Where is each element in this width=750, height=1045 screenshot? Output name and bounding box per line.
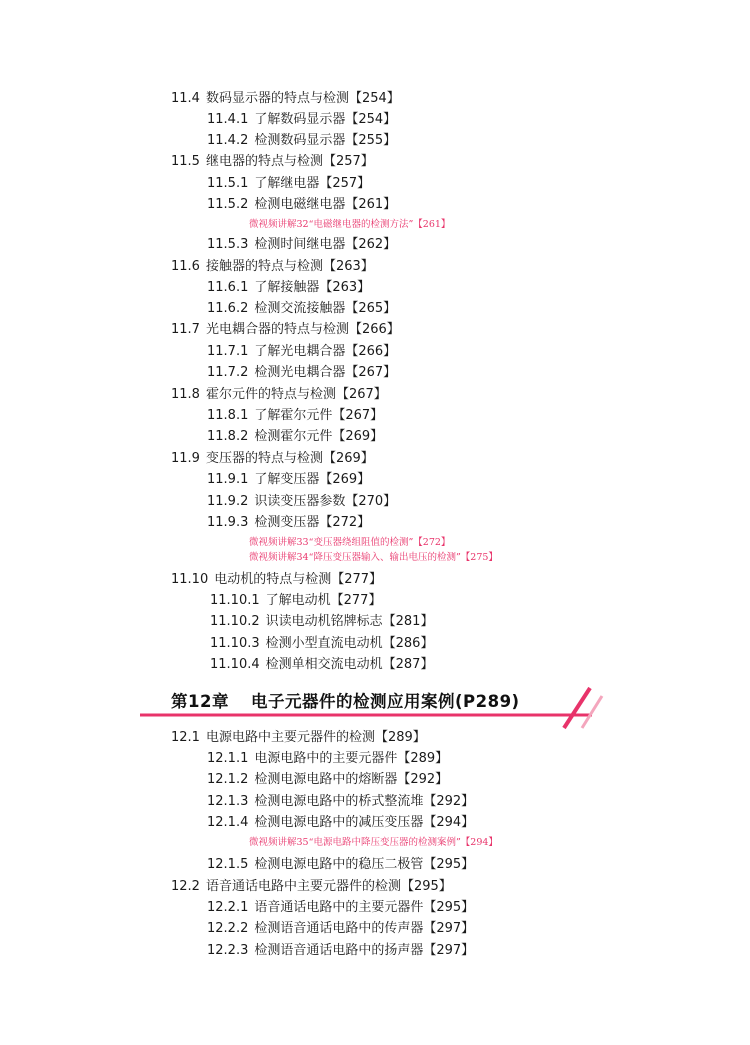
toc-title: 检测语音通话电路中的传声器【297】 xyxy=(254,921,475,936)
toc-title: 检测电源电路中的稳压二极管【295】 xyxy=(254,857,475,872)
toc-entry[interactable] xyxy=(171,730,426,746)
toc-number: 11.5.1 xyxy=(207,176,249,191)
toc-number: 11.5.2 xyxy=(207,197,249,212)
toc-number: 12.1.4 xyxy=(207,815,249,830)
toc-number: 11.4.1 xyxy=(207,112,249,127)
toc-number: 11.6.2 xyxy=(207,301,249,316)
video-link[interactable]: 微视频讲解32“电磁继电器的检测方法”【261】 xyxy=(249,219,451,230)
toc-number: 11.4.2 xyxy=(207,133,249,148)
toc-entry[interactable] xyxy=(171,91,400,107)
toc-entry[interactable] xyxy=(207,794,474,810)
toc-entry[interactable] xyxy=(171,154,374,170)
toc-title: 了解光电耦合器【266】 xyxy=(254,344,397,359)
toc-entry[interactable] xyxy=(207,857,474,873)
toc-title: 语音通话电路中的主要元器件【295】 xyxy=(254,900,475,915)
toc-number: 11.6 xyxy=(171,259,200,274)
toc-number: 12.1.1 xyxy=(207,751,249,766)
toc-title: 检测语音通话电路中的扬声器【297】 xyxy=(254,943,475,958)
toc-number: 11.9 xyxy=(171,451,200,466)
toc-number: 11.8.2 xyxy=(207,429,249,444)
toc-title: 数码显示器的特点与检测【254】 xyxy=(205,91,400,106)
toc-title: 了解数码显示器【254】 xyxy=(254,112,397,127)
toc-number: 12.2 xyxy=(171,879,200,894)
toc-number: 11.10 xyxy=(171,572,209,587)
toc-entry[interactable] xyxy=(207,921,474,937)
video-link[interactable]: 微视频讲解33“变压器绕组阻值的检测”【272】 xyxy=(249,537,451,548)
toc-number: 11.9.1 xyxy=(207,472,249,487)
chapter-label: 第12章 xyxy=(171,692,229,711)
video-link[interactable]: 微视频讲解34“降压变压器输入、输出电压的检测”【275】 xyxy=(249,552,498,563)
toc-title: 检测单相交流电动机【287】 xyxy=(265,657,434,672)
toc-entry[interactable] xyxy=(207,472,370,488)
toc-number: 12.1.5 xyxy=(207,857,249,872)
toc-title: 了解继电器【257】 xyxy=(254,176,371,191)
toc-entry[interactable] xyxy=(207,900,474,916)
toc-title: 检测光电耦合器【267】 xyxy=(254,365,397,380)
toc-number: 11.10.3 xyxy=(210,636,260,651)
chapter-heading[interactable] xyxy=(171,688,520,712)
toc-title: 识读电动机铭牌标志【281】 xyxy=(265,614,434,629)
toc-title: 光电耦合器的特点与检测【266】 xyxy=(205,322,400,337)
toc-entry[interactable] xyxy=(171,572,382,588)
chapter-slash-light-mark xyxy=(582,696,602,728)
toc-entry[interactable] xyxy=(207,365,396,381)
toc-entry[interactable] xyxy=(210,614,433,630)
toc-title: 检测电源电路中的减压变压器【294】 xyxy=(254,815,475,830)
toc-title: 检测电源电路中的熔断器【292】 xyxy=(254,772,449,787)
toc-number: 12.1 xyxy=(171,730,200,745)
toc-number: 12.2.1 xyxy=(207,900,249,915)
toc-entry[interactable] xyxy=(207,943,474,959)
toc-title: 霍尔元件的特点与检测【267】 xyxy=(205,387,387,402)
video-link[interactable]: 微视频讲解35“电源电路中降压变压器的检测案例”【294】 xyxy=(249,837,498,848)
toc-title: 检测霍尔元件【269】 xyxy=(254,429,384,444)
toc-entry[interactable] xyxy=(207,133,396,149)
toc-entry[interactable] xyxy=(207,429,383,445)
toc-number: 11.9.2 xyxy=(207,494,249,509)
toc-number: 12.1.3 xyxy=(207,794,249,809)
toc-title: 电源电路中的主要元器件【289】 xyxy=(254,751,449,766)
toc-title: 电动机的特点与检测【277】 xyxy=(214,572,383,587)
toc-entry[interactable] xyxy=(207,815,474,831)
toc-title: 了解变压器【269】 xyxy=(254,472,371,487)
toc-title: 了解电动机【277】 xyxy=(265,593,382,608)
toc-entry[interactable] xyxy=(207,197,396,213)
toc-title: 检测变压器【272】 xyxy=(254,515,371,530)
toc-number: 11.7.1 xyxy=(207,344,249,359)
toc-title: 了解霍尔元件【267】 xyxy=(254,408,384,423)
toc-title: 检测交流接触器【265】 xyxy=(254,301,397,316)
toc-entry[interactable] xyxy=(171,879,452,895)
toc-title: 检测电磁继电器【261】 xyxy=(254,197,397,212)
toc-entry[interactable] xyxy=(207,408,383,424)
toc-entry[interactable] xyxy=(171,451,374,467)
toc-entry[interactable] xyxy=(210,593,381,609)
toc-number: 11.9.3 xyxy=(207,515,249,530)
toc-title: 检测电源电路中的桥式整流堆【292】 xyxy=(254,794,475,809)
toc-number: 11.10.4 xyxy=(210,657,260,672)
toc-title: 接触器的特点与检测【263】 xyxy=(205,259,374,274)
toc-title: 检测数码显示器【255】 xyxy=(254,133,397,148)
toc-entry[interactable] xyxy=(207,751,448,767)
toc-title: 识读变压器参数【270】 xyxy=(254,494,397,509)
toc-entry[interactable] xyxy=(207,112,396,128)
toc-entry[interactable] xyxy=(207,176,370,192)
chapter-title-text: 电子元器件的检测应用案例(P289) xyxy=(250,692,520,711)
toc-number: 11.7.2 xyxy=(207,365,249,380)
toc-number: 12.1.2 xyxy=(207,772,249,787)
toc-title: 语音通话电路中主要元器件的检测【295】 xyxy=(205,879,452,894)
toc-number: 11.7 xyxy=(171,322,200,337)
toc-title: 继电器的特点与检测【257】 xyxy=(205,154,374,169)
toc-entry[interactable] xyxy=(171,259,374,275)
toc-number: 12.2.2 xyxy=(207,921,249,936)
toc-entry[interactable] xyxy=(210,636,433,652)
toc-entry[interactable] xyxy=(207,772,448,788)
toc-entry[interactable] xyxy=(207,301,396,317)
toc-entry[interactable] xyxy=(207,515,370,531)
toc-title: 检测时间继电器【262】 xyxy=(254,237,397,252)
toc-number: 11.10.1 xyxy=(210,593,260,608)
toc-entry[interactable] xyxy=(207,280,370,296)
toc-number: 11.10.2 xyxy=(210,614,260,629)
toc-entry[interactable] xyxy=(171,322,400,338)
toc-number: 11.8.1 xyxy=(207,408,249,423)
toc-entry[interactable] xyxy=(210,657,433,673)
toc-title: 电源电路中主要元器件的检测【289】 xyxy=(205,730,426,745)
toc-entry[interactable] xyxy=(171,387,387,403)
toc-number: 11.6.1 xyxy=(207,280,249,295)
toc-number: 11.5 xyxy=(171,154,200,169)
toc-entry[interactable] xyxy=(207,344,396,360)
toc-title: 变压器的特点与检测【269】 xyxy=(205,451,374,466)
toc-title: 了解接触器【263】 xyxy=(254,280,371,295)
toc-entry[interactable] xyxy=(207,494,396,510)
toc-number: 12.2.3 xyxy=(207,943,249,958)
toc-entry[interactable] xyxy=(207,237,396,253)
toc-number: 11.5.3 xyxy=(207,237,249,252)
toc-number: 11.8 xyxy=(171,387,200,402)
toc-title: 检测小型直流电动机【286】 xyxy=(265,636,434,651)
toc-number: 11.4 xyxy=(171,91,200,106)
